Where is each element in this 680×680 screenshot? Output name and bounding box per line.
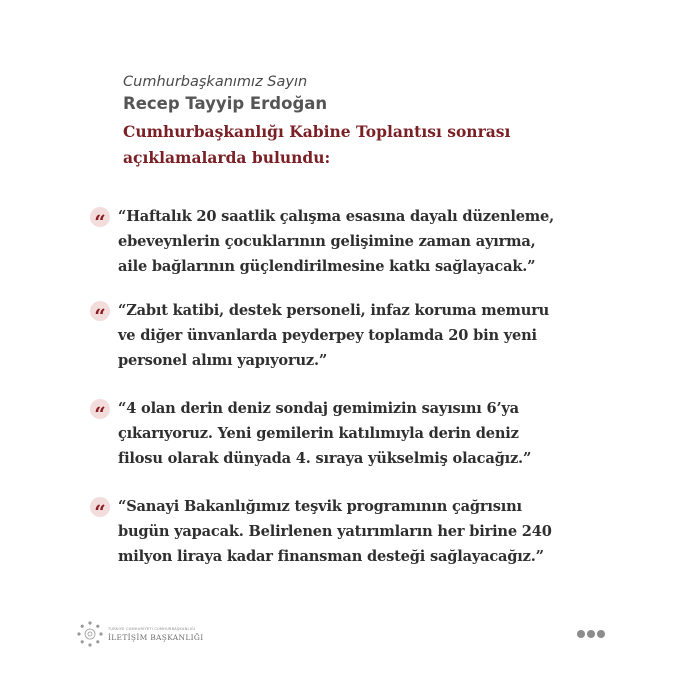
dot	[597, 630, 605, 638]
quote-icon: “	[90, 399, 110, 419]
header-description	[123, 119, 643, 171]
quote-text	[118, 396, 650, 471]
header-name: Recep Tayyip Erdoğan	[123, 94, 328, 113]
quote-block-3	[90, 396, 650, 471]
dot	[577, 630, 585, 638]
dot	[587, 630, 595, 638]
quote-icon: “	[90, 301, 110, 321]
quote-line: ebeveynlerin çocuklarının gelişimine zaman ayırma,	[118, 233, 536, 250]
header	[123, 72, 643, 171]
header-description-line: Cumhurbaşkanlığı Kabine Toplantısı sonrası	[123, 122, 511, 141]
quote-line: ve diğer ünvanlarda peyderpey toplamda 20 bin yeni	[118, 327, 537, 344]
quote-line: “Haftalık 20 saatlik çalışma esasına dayalı düzenleme,	[118, 208, 555, 225]
quote-block-2	[90, 298, 650, 373]
footer-org-small: TÜRKİYE CUMHURİYETİ CUMHURBAŞKANLIĞI	[108, 627, 196, 631]
quote-line: çıkarıyoruz. Yeni gemilerin katılımıyla derin deniz	[118, 425, 519, 442]
quote-line: “Zabıt katibi, destek personeli, infaz koruma memuru	[118, 302, 550, 319]
quote-block-4	[90, 494, 650, 569]
quote-line: “4 olan derin deniz sondaj gemimizin sayısını 6’ya	[118, 400, 519, 417]
quote-line: milyon liraya kadar finansman desteği sağlayacağız.”	[118, 548, 544, 565]
quote-line: aile bağlarının güçlendirilmesine katkı sağlayacak.”	[118, 258, 536, 275]
quote-text	[118, 494, 650, 569]
quote-text	[118, 204, 650, 279]
quote-text	[118, 298, 650, 373]
quote-line: filosu olarak dünyada 4. sıraya yükselmiş olacağız.”	[118, 450, 532, 467]
quote-line: bugün yapacak. Belirlenen yatırımların her birine 240	[118, 523, 552, 540]
quote-icon: “	[90, 497, 110, 517]
quote-line: “Sanayi Bakanlığımız teşvik programının çağrısını	[118, 498, 522, 515]
header-subtitle: Cumhurbaşkanımız Sayın	[123, 74, 308, 90]
footer-org-name: İLETİŞİM BAŞKANLIĞI	[108, 633, 204, 642]
header-description-line: açıklamalarda bulundu:	[123, 148, 331, 167]
quote-block-1	[90, 204, 650, 279]
communications-emblem-icon	[76, 620, 104, 648]
quote-line: personel alımı yapıyoruz.”	[118, 352, 328, 369]
quote-icon: “	[90, 207, 110, 227]
more-dots-icon[interactable]	[577, 630, 607, 640]
